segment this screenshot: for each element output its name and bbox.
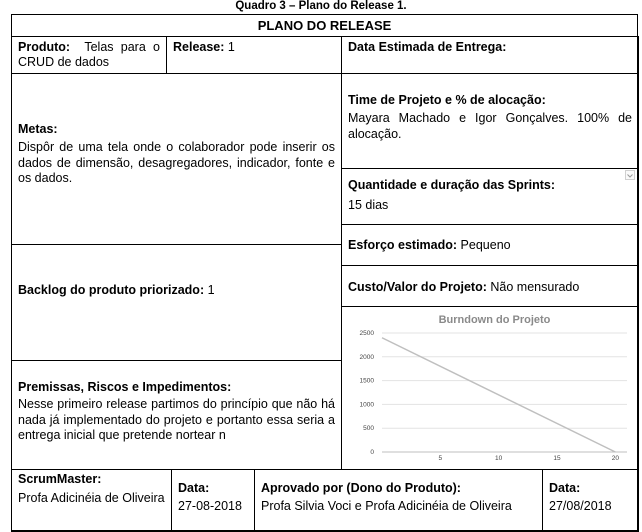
metas-cell <box>11 73 342 245</box>
data-estimada-cell <box>341 36 639 74</box>
aprovado-label: Aprovado por (Dono do Produto): <box>261 481 461 495</box>
custo-value: Não mensurado <box>490 280 580 294</box>
y-tick-label: 1000 <box>359 401 374 409</box>
metas-text: Dispôr de uma tela onde o colaborador pode inserir os dados de dimensão, desagregadores, indicador, fonte e os dados. <box>18 140 335 185</box>
burndown-line <box>382 338 615 452</box>
esforco-value: Pequeno <box>460 238 511 252</box>
table-title: PLANO DO RELEASE <box>257 18 392 33</box>
table-header <box>11 14 638 37</box>
premissas-text: Nesse primeiro release partimos do princípio que não há nada já implementado do projeto e portanto essa seria a entrega inicial que pretende nortear n <box>18 397 335 442</box>
x-tick-label: 5 <box>438 455 443 462</box>
table-caption: Quadro 3 – Plano do Release 1. <box>235 0 407 12</box>
data1-cell <box>171 469 255 532</box>
x-tick-label: 15 <box>553 455 561 462</box>
y-tick-label: 1500 <box>359 377 374 385</box>
custo-label: Custo/Valor do Projeto: <box>348 280 487 294</box>
time-cell <box>341 73 639 169</box>
data2-value: 27/08/2018 <box>549 499 612 513</box>
backlog-label: Backlog do produto priorizado: <box>18 283 205 297</box>
release-plan-table <box>11 14 638 531</box>
time-label: Time de Projeto e % de alocação: <box>348 93 546 107</box>
metas-label: Metas: <box>18 122 58 136</box>
premissas-cell <box>11 360 342 470</box>
produto-label: Produto: <box>18 40 71 54</box>
dropdown-arrow-icon[interactable] <box>625 170 635 180</box>
release-value: 1 <box>227 40 235 54</box>
scrummaster-label: ScrumMaster: <box>18 472 102 486</box>
release-label: Release: <box>173 40 225 54</box>
y-tick-label: 0 <box>370 449 374 456</box>
produto-value: Telas para o CRUD de dados <box>18 40 160 69</box>
data2-cell <box>542 469 639 532</box>
scrummaster-cell <box>11 469 172 532</box>
premissas-label: Premissas, Riscos e Impedimentos: <box>18 380 232 394</box>
backlog-cell <box>11 244 342 361</box>
sprints-label: Quantidade e duração das Sprints: <box>348 178 555 192</box>
burndown-chart <box>342 307 638 469</box>
data1-value: 27-08-2018 <box>178 499 242 513</box>
y-tick-label: 2500 <box>359 330 374 337</box>
y-tick-label: 500 <box>363 425 374 433</box>
sprints-cell <box>341 168 639 225</box>
chart-title: Burndown do Projeto <box>438 314 551 326</box>
aprovado-cell <box>254 469 543 532</box>
scrummaster-value: Profa Adicinéia de Oliveira <box>18 491 165 505</box>
aprovado-value: Profa Silvia Voci e Profa Adicinéia de Oliveira <box>261 499 512 513</box>
data2-label: Data: <box>549 481 581 495</box>
esforco-cell <box>341 224 639 266</box>
x-tick-label: 20 <box>611 455 619 462</box>
x-tick-label: 10 <box>495 455 503 462</box>
burndown-chart-cell <box>341 306 639 470</box>
data-estimada-label: Data Estimada de Entrega: <box>348 40 507 54</box>
data1-label: Data: <box>178 481 210 495</box>
produto-cell <box>11 36 167 74</box>
custo-cell <box>341 265 639 307</box>
esforco-label: Esforço estimado: <box>348 238 458 252</box>
time-text: Mayara Machado e Igor Gonçalves. 100% de alocação. <box>348 111 632 141</box>
release-cell <box>166 36 342 74</box>
y-tick-label: 2000 <box>359 353 374 361</box>
sprints-value: 15 dias <box>348 198 389 212</box>
backlog-value: 1 <box>207 283 215 297</box>
